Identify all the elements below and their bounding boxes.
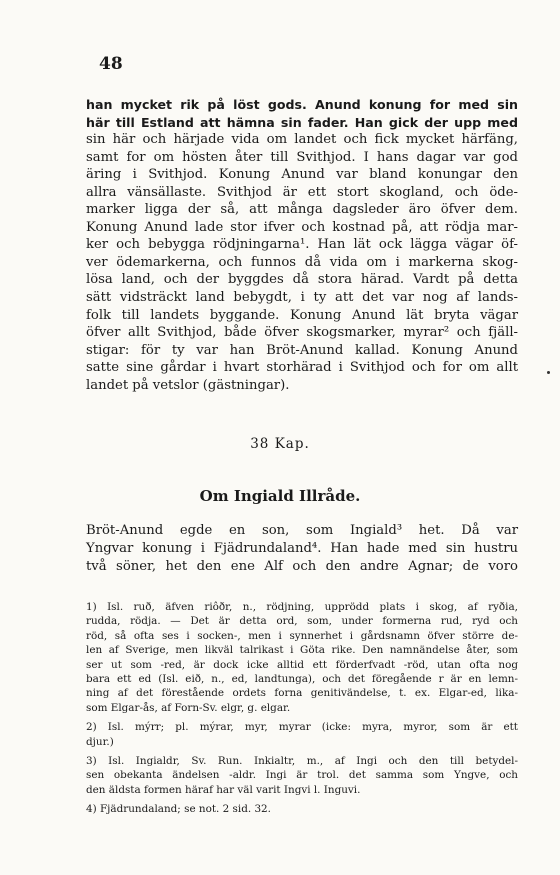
footnote-line: rudda, rödja. — Det är detta ord, som, under formerna rud, ryd och (86, 615, 518, 628)
text-line: folk till landets byggande. Konung Anund lät bryta vägar (86, 307, 518, 323)
text-line: öfver allt Svithjod, både öfver skogsmarker, myrar² och fjäll- (86, 325, 518, 341)
footnote-3 (86, 754, 518, 797)
footnote-line: len af Sverige, men likväl talrikast i Göta rike. Den namnändelse åter, som (86, 644, 518, 657)
footnote-line: sen obekanta ändelsen -aldr. Ingi är trol. det samma som Yngve, och (86, 769, 518, 782)
chapter-title: Om Ingiald Illråde. (199, 487, 361, 505)
text-line: stigar: för ty var han Bröt-Anund kallad. Konung Anund (86, 342, 518, 358)
footnote-line: ser ut som -red, är dock icke alltid ett förderfvadt -röd, utan ofta nog (86, 658, 518, 671)
text-line: marker ligga der så, att många dagsleder äro öfver dem. (86, 202, 518, 218)
text-line: satte sine gårdar i hvart storhärad i Svithjod och for om allt (86, 360, 518, 376)
print-speck (547, 371, 550, 374)
text-line: han mycket rik på löst gods. Anund konung for med sin (86, 97, 518, 112)
footnote-line: 1) Isl. ruð, äfven riôðr, n., rödjning, upprödd plats i skog, af ryðia, (86, 601, 518, 613)
text-line: äring i Svithjod. Konung Anund var bland konungar den (86, 167, 518, 183)
footnote-line: den äldsta formen häraf har väl varit Ingvi l. Inguvi. (86, 783, 361, 796)
footnote-line: 2) Isl. mýrr; pl. mýrar, myr, myrar (icke: myra, myror, som är ett (86, 721, 518, 734)
text-line: allra vänsällaste. Svithjod är ett stort skogland, och öde- (86, 184, 518, 200)
footnote-line: 4) Fjädrundaland; se not. 2 sid. 32. (86, 803, 271, 816)
paragraph-1 (86, 96, 518, 394)
footnote-line: bara ett ed (Isl. eið, n., ed, landtunga), och det föregående r är en lemn- (86, 673, 518, 686)
footnote-line: röd, så ofta ses i socken-, men i synnerhet i gårdsnamn öfver större de- (86, 629, 518, 642)
text-line: ver ödemarkerna, och funnos då vida om i markerna skog- (86, 254, 518, 270)
text-line: ker och bebygga rödjningarna¹. Han lät ock lägga vägar öf- (86, 237, 518, 253)
footnote-line: djur.) (86, 735, 114, 748)
text-line: Konung Anund lade stor ifver och kostnad på, att rödja mar- (86, 219, 518, 235)
chapter-number: 38 Kap. (250, 436, 310, 452)
footnote-2 (86, 720, 518, 749)
text-line: två söner, het den ene Alf och den andre Agnar; de voro (86, 559, 518, 574)
text-line: här till Estland att hämna sin fader. Han gick der upp med (86, 114, 518, 130)
footnote-1 (86, 600, 518, 715)
footnote-4 (86, 802, 518, 816)
text-line: sin här och härjade vida om landet och fick mycket härfäng, (86, 132, 518, 148)
text-line: lösa land, och der byggdes då stora härad. Vardt på detta (86, 272, 518, 288)
footnotes (86, 600, 518, 817)
paragraph-2 (86, 522, 518, 576)
text-line: Yngvar konung i Fjädrundaland⁴. Han hade med sin hustru (86, 541, 518, 556)
footnote-line: 3) Isl. Ingialdr, Sv. Run. Inkialtr, m., af Ingi och den till betydel- (86, 755, 518, 768)
footnote-line: ning af det förestående ordets forna genitivändelse, t. ex. Elgar-ed, lika- (86, 687, 518, 700)
text-line: landet på vetslor (gästningar). (86, 377, 290, 393)
page-number: 48 (99, 54, 123, 74)
footnote-line: som Elgar-ås, af Forn-Sv. elgr, g. elgar. (86, 701, 291, 714)
text-line: Bröt-Anund egde en son, som Ingiald³ het. Då var (86, 523, 518, 538)
text-line: samt for om hösten åter till Svithjod. I hans dagar var god (86, 149, 518, 165)
text-line: sätt vidsträckt land bebygdt, i ty att det var nog af lands- (86, 290, 518, 306)
